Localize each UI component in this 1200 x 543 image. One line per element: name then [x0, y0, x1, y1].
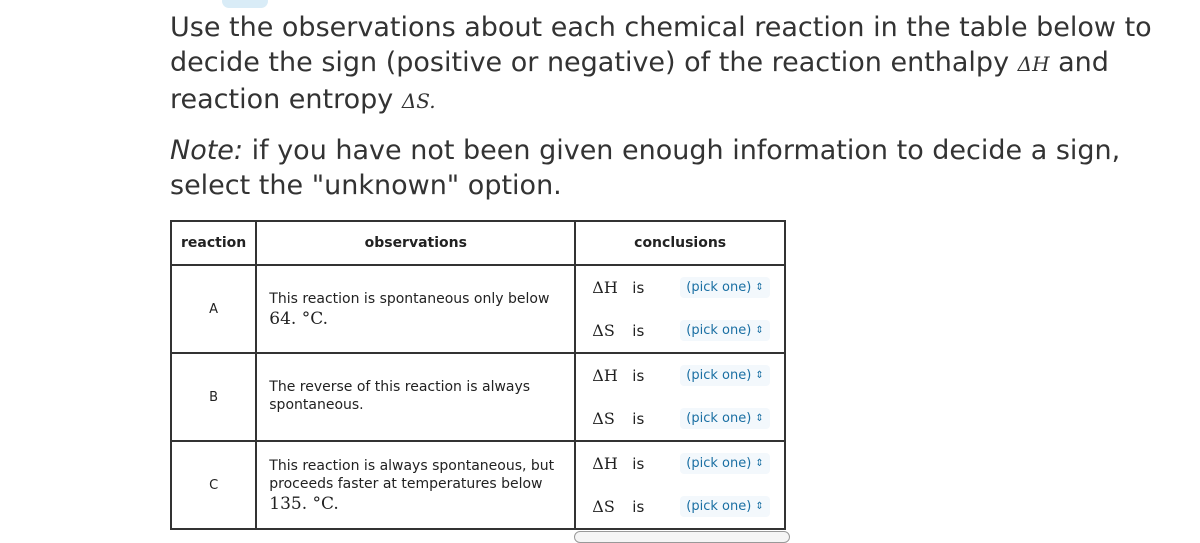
header-conclusions: conclusions: [575, 221, 785, 265]
reaction-table: [170, 220, 786, 530]
note-text: [170, 133, 1160, 203]
entropy-symbol: ΔS: [592, 497, 615, 516]
entropy-symbol: ΔS: [592, 321, 615, 340]
conclusion-cell: [575, 265, 785, 353]
updown-chevron-icon: ⇕: [755, 412, 764, 424]
select-label: (pick one): [686, 368, 752, 383]
observation-value: 135. °C.: [269, 494, 339, 514]
top-tab-sliver: [222, 0, 268, 8]
is-label: is: [632, 366, 645, 385]
note-body: if you have not been given enough information to decide a sign, select the "unknown" option.: [170, 135, 1121, 201]
table-row: [171, 265, 785, 353]
enthalpy-line: [576, 266, 784, 309]
select-label: (pick one): [686, 499, 752, 514]
observation-text: The reverse of this reaction is always spontaneous.: [269, 379, 531, 413]
updown-chevron-icon: ⇕: [755, 457, 764, 469]
is-label: is: [632, 321, 645, 340]
observation-value: 64. °C.: [269, 309, 329, 329]
enthalpy-select[interactable]: [680, 365, 769, 386]
entropy-line: [576, 309, 784, 352]
select-label: (pick one): [686, 323, 752, 338]
observation-text: This reaction is always spontaneous, but proceeds faster at temperatures below: [269, 458, 555, 492]
updown-chevron-icon: ⇕: [755, 369, 764, 381]
enthalpy-line: [576, 354, 784, 397]
note-label: Note:: [170, 135, 244, 166]
select-label: (pick one): [686, 280, 752, 295]
entropy-line: [576, 485, 784, 528]
instruction-and: and: [1058, 47, 1109, 78]
is-label: is: [632, 409, 645, 428]
enthalpy-select[interactable]: [680, 277, 769, 298]
entropy-select[interactable]: [680, 496, 769, 517]
enthalpy-symbol: ΔH: [592, 454, 618, 473]
enthalpy-symbol: ΔH: [592, 366, 618, 385]
entropy-select[interactable]: [680, 320, 769, 341]
reaction-label: C: [171, 441, 256, 529]
observation-cell: [256, 441, 575, 529]
observation-text: This reaction is spontaneous only below: [269, 291, 550, 307]
reaction-label: B: [171, 353, 256, 441]
observation-cell: [256, 265, 575, 353]
updown-chevron-icon: ⇕: [755, 500, 764, 512]
delta-h-symbol: ΔH: [1017, 52, 1050, 76]
observation-cell: [256, 353, 575, 441]
table-row: [171, 441, 785, 529]
enthalpy-symbol: ΔH: [592, 278, 618, 297]
select-label: (pick one): [686, 456, 752, 471]
instruction-line-2: reaction entropy: [170, 84, 394, 115]
header-reaction: reaction: [171, 221, 256, 265]
updown-chevron-icon: ⇕: [755, 324, 764, 336]
enthalpy-line: [576, 442, 784, 485]
table-header-row: [171, 221, 785, 265]
header-observations: observations: [256, 221, 575, 265]
conclusion-cell: [575, 441, 785, 529]
enthalpy-select[interactable]: [680, 453, 769, 474]
entropy-select[interactable]: [680, 408, 769, 429]
delta-s-symbol: ΔS.: [401, 89, 436, 113]
table-row: [171, 353, 785, 441]
bottom-panel-edge: [574, 531, 790, 543]
updown-chevron-icon: ⇕: [755, 281, 764, 293]
select-label: (pick one): [686, 411, 752, 426]
instruction-text: [170, 10, 1160, 119]
is-label: is: [632, 497, 645, 516]
entropy-symbol: ΔS: [592, 409, 615, 428]
is-label: is: [632, 454, 645, 473]
conclusion-cell: [575, 353, 785, 441]
reaction-label: A: [171, 265, 256, 353]
is-label: is: [632, 278, 645, 297]
instruction-line: Use the observations about each chemical reaction in the table below to decide the sign (positive or negative) of the reaction enthalpy: [170, 12, 1152, 78]
entropy-line: [576, 397, 784, 440]
instructions: [170, 10, 1160, 203]
